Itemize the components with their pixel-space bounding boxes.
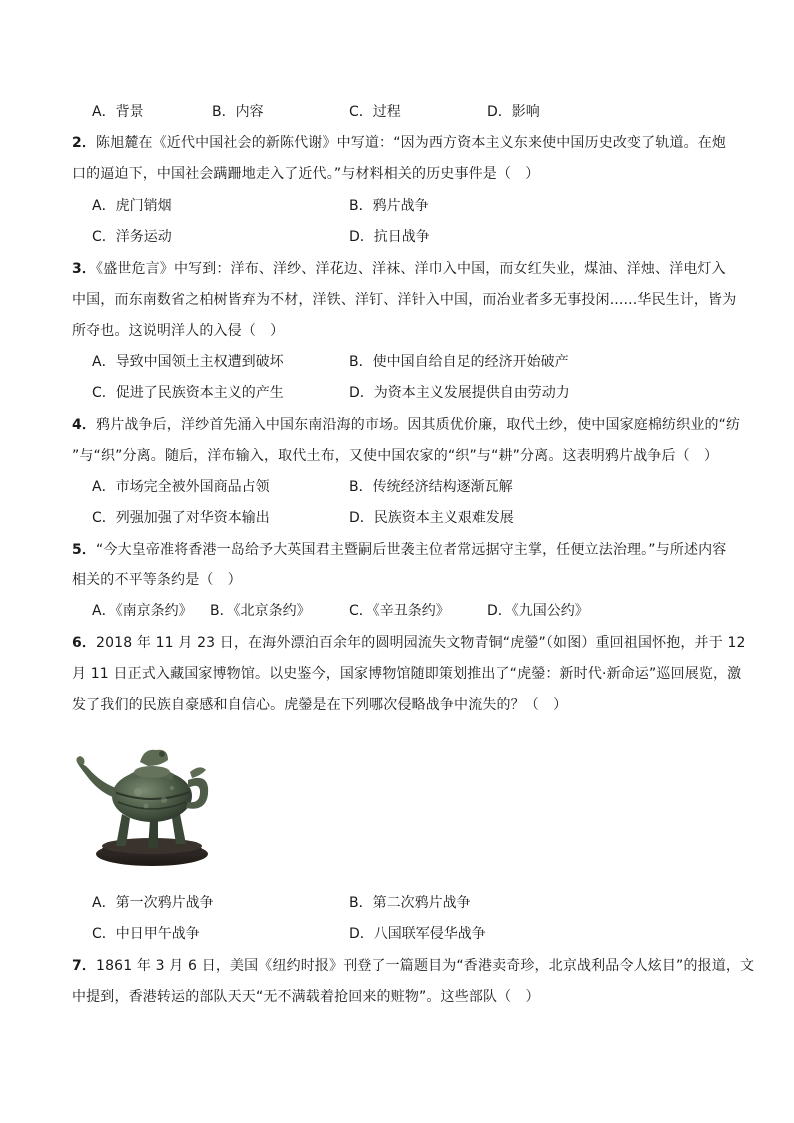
q3-option-d: D．为资本主义发展提供自由劳动力 [349,385,570,401]
q3-number: 3． [72,261,97,277]
q5-options [92,601,732,621]
q6-stem-line-1: 6．2018 年 11 月 23 日，在海外漂泊百余年的圆明园流失文物青铜“虎鎣”（如图）重回祖国怀抱，并于 12 [72,635,746,651]
q1-option-c: C．过程 [349,104,401,120]
q5-option-b: B．《北京条约》 [210,603,311,619]
q4-stem-line-2: ”与“织”分离。随后，洋布输入，取代土布，又使中国农家的“织”与“耕”分离。这表明鸦片战争后（ ） [72,448,719,464]
q3-stem-line-2: 中国，而东南数省之柏树皆弃为不材，洋铁、洋钉、洋针入中国，而冶业者多无事投闲......华民生计，皆为 [72,292,737,308]
q1-options [92,102,732,122]
q5-number: 5． [72,542,97,558]
q4-stem-line-1: 4．鸦片战争后，洋纱首先涌入中国东南沿海的市场。因其质优价廉，取代土纱，使中国家庭棉纺织业的“纺 [72,417,741,433]
q6-stem-line-3: 发了我们的民族自豪感和自信心。虎鎣是在下列哪次侵略战争中流失的？（ ） [72,697,568,713]
q2-option-a: A．虎门销烟 [92,198,172,214]
q6-options-row-2 [92,924,732,944]
q5-stem-line-2: 相关的不平等条约是（ ） [72,572,242,588]
q4-option-c: C．列强加强了对华资本输出 [92,510,270,526]
q2-options-row-1 [92,196,732,216]
q4-options-row-2 [92,508,732,528]
q5-option-d: D．《九国公约》 [487,603,589,619]
q7-stem-line-1: 7．1861 年 3 月 6 日，美国《纽约时报》刊登了一篇题目为“香港卖奇珍，北京战利品令人炫目”的报道，文 [72,958,755,974]
q4-option-a: A．市场完全被外国商品占领 [92,479,270,495]
q6-option-b: B．第二次鸦片战争 [349,895,471,911]
q1-option-d: D．影响 [487,104,540,120]
q4-option-d: D．民族资本主义艰难发展 [349,510,514,526]
q6-options-row-1 [92,893,732,913]
q2-option-c: C．洋务运动 [92,229,172,245]
q3-stem-line-1: 3．《盛世危言》中写到：洋布、洋纱、洋花边、洋袜、洋巾入中国，而女红失业，煤油、洋烛、洋电灯入 [72,261,726,277]
q6-option-d: D．八国联军侵华战争 [349,926,486,942]
tiger-ying-bronze-image [72,722,220,874]
q5-option-a: A．《南京条约》 [92,603,193,619]
q7-stem-line-2: 中提到，香港转运的部队天天“无不满载着抢回来的赃物”。这些部队（ ） [72,989,540,1005]
q5-option-c: C．《辛丑条约》 [349,603,450,619]
q4-option-b: B．传统经济结构逐渐瓦解 [349,479,513,495]
q6-number: 6． [72,635,97,651]
q3-options-row-1 [92,352,732,372]
q3-stem-line-3: 所夺也。这说明洋人的入侵（ ） [72,323,285,339]
q7-number: 7． [72,958,97,974]
q4-number: 4． [72,417,97,433]
q3-option-c: C．促进了民族资本主义的产生 [92,385,284,401]
q2-option-d: D．抗日战争 [349,229,430,245]
q6-stem-line-2: 月 11 日正式入藏国家博物馆。以史鉴今，国家博物馆随即策划推出了“虎鎣：新时代·新命运”巡回展览，激 [72,666,742,682]
q4-options-row-1 [92,477,732,497]
q2-stem-line-2: 口的逼迫下，中国社会蹒跚地走入了近代。”与材料相关的历史事件是（ ） [72,166,540,182]
q3-options-row-2 [92,383,732,403]
q2-options-row-2 [92,227,732,247]
q1-option-a: A．背景 [92,104,144,120]
q6-option-a: A．第一次鸦片战争 [92,895,214,911]
q3-option-b: B．使中国自给自足的经济开始破产 [349,354,569,370]
q2-stem-line-1: 2．陈旭麓在《近代中国社会的新陈代谢》中写道：“因为西方资本主义东来使中国历史改变了轨道。在炮 [72,135,727,151]
q6-option-c: C．中日甲午战争 [92,926,200,942]
q1-option-b: B．内容 [212,104,264,120]
bronze-vessel-illustration [72,722,220,874]
q2-option-b: B．鸦片战争 [349,198,429,214]
q5-stem-line-1: 5．“今大皇帝准将香港一岛给予大英国君主暨嗣后世袭主位者常远据守主掌，任便立法治理。”与所述内容 [72,542,727,558]
q3-option-a: A．导致中国领土主权遭到破坏 [92,354,284,370]
q2-number: 2． [72,135,97,151]
